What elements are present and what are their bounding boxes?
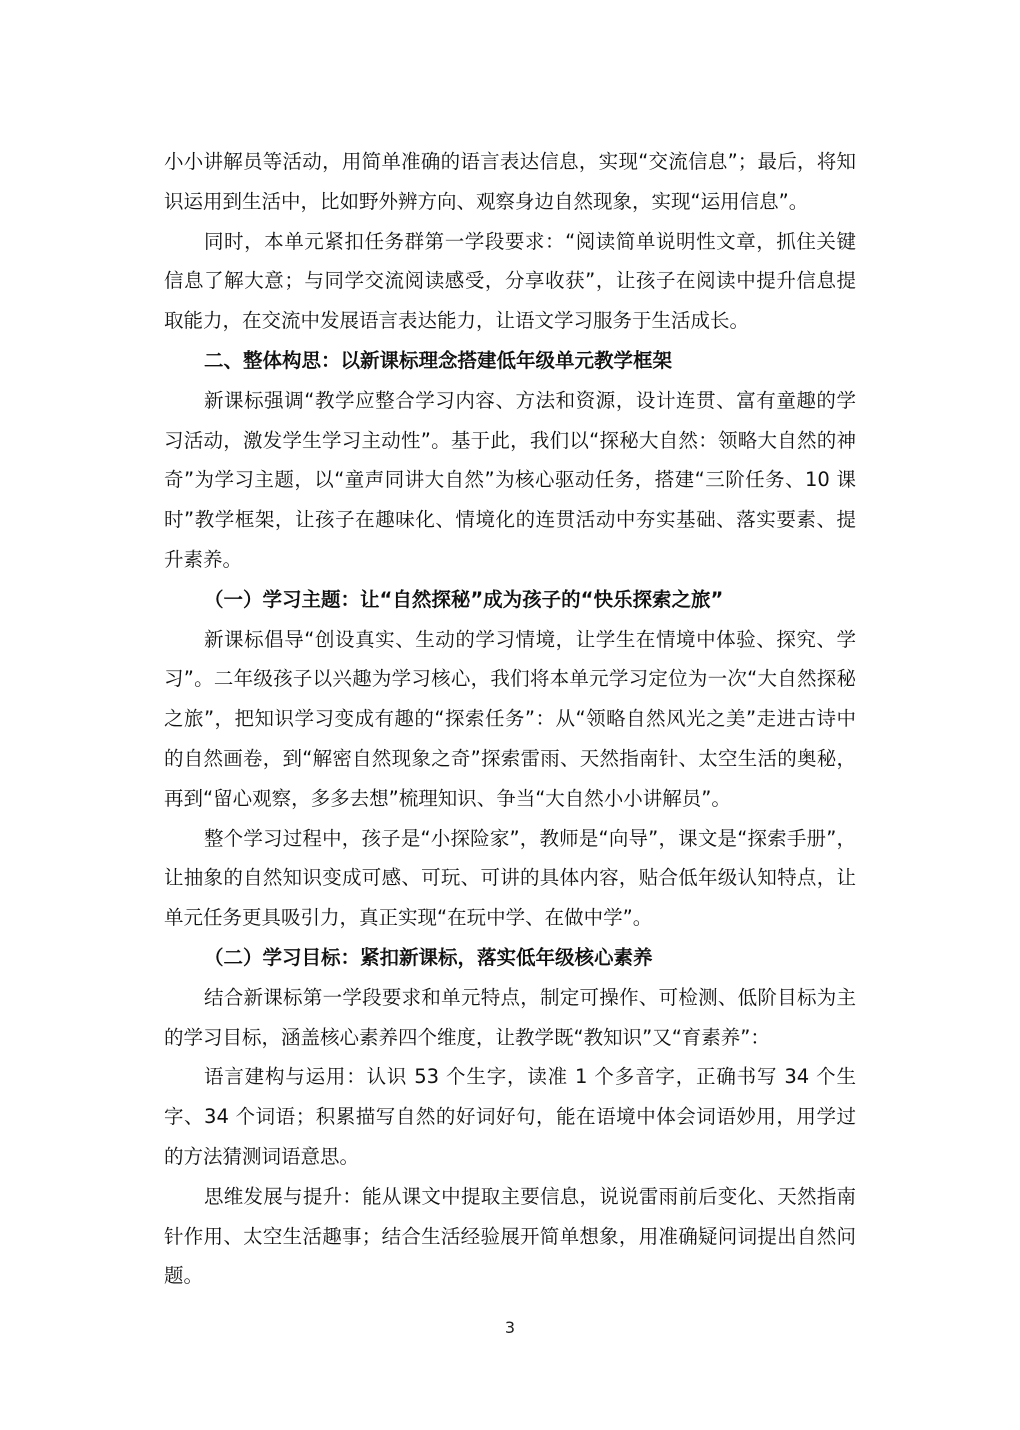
paragraph-task-group: 同时，本单元紧扣任务群第一学段要求：“阅读简单说明性文章，抓住关键信息了解大意；与同学交流阅读感受，分享收获”，让孩子在阅读中提升信息提取能力，在交流中发展语言表达能力，让语文学习服务于生活成长。	[164, 229, 856, 333]
paragraph-goals-intro: 结合新课标第一学段要求和单元特点，制定可操作、可检测、低阶目标为主的学习目标，涵盖核心素养四个维度，让教学既“教知识”又“育素养”：	[164, 985, 856, 1049]
paragraph-learning-situation: 新课标倡导“创设真实、生动的学习情境，让学生在情境中体验、探究、学习”。二年级孩子以兴趣为学习核心，我们将本单元学习定位为一次“大自然探秘之旅”，把知识学习变成有趣的“探索任务”：从“领略自然风光之美”走进古诗中的自然画卷，到“解密自然现象之奇”探索雷雨、天然指南针、太空生活的奥秘，再到“留心观察，多多去想”梳理知识、争当“大自然小小讲解员”。	[164, 627, 856, 810]
page-number: 3	[504, 1318, 516, 1337]
subheading-learning-theme: （一）学习主题：让“自然探秘”成为孩子的“快乐探索之旅”	[204, 587, 724, 611]
subheading-learning-goals: （二）学习目标：紧扣新课标，落实低年级核心素养	[204, 945, 653, 969]
page-content	[164, 142, 856, 1296]
section-heading-overall-concept: 二、整体构思：以新课标理念搭建低年级单元教学框架	[204, 348, 673, 372]
paragraph-continuation: 小小讲解员等活动，用简单准确的语言表达信息，实现“交流信息”；最后，将知识运用到生活中，比如野外辨方向、观察身边自然现象，实现“运用信息”。	[164, 150, 856, 213]
paragraph-language-goal: 语言建构与运用：认识 53 个生字，读准 1 个多音字，正确书写 34 个生字、34 个词语；积累描写自然的好词好句，能在语境中体会词语妙用，用学过的方法猜测词语意思。	[164, 1065, 856, 1168]
paragraph-learning-process: 整个学习过程中，孩子是“小探险家”，教师是“向导”，课文是“探索手册”，让抽象的自然知识变成可感、可玩、可讲的具体内容，贴合低年级认知特点，让单元任务更具吸引力，真正实现“在玩中学、在做中学”。	[164, 826, 856, 930]
paragraph-new-standard: 新课标强调“教学应整合学习内容、方法和资源，设计连贯、富有童趣的学习活动，激发学生学习主动性”。基于此，我们以“探秘大自然：领略大自然的神奇”为学习主题，以“童声同讲大自然”为核心驱动任务，搭建“三阶任务、10 课时”教学框架，让孩子在趣味化、情境化的连贯活动中夯实基础、落实要素、提升素养。	[164, 388, 856, 571]
paragraph-thinking-goal: 思维发展与提升：能从课文中提取主要信息，说说雷雨前后变化、天然指南针作用、太空生活趣事；结合生活经验展开简单想象，用准确疑问词提出自然问题。	[164, 1184, 856, 1288]
